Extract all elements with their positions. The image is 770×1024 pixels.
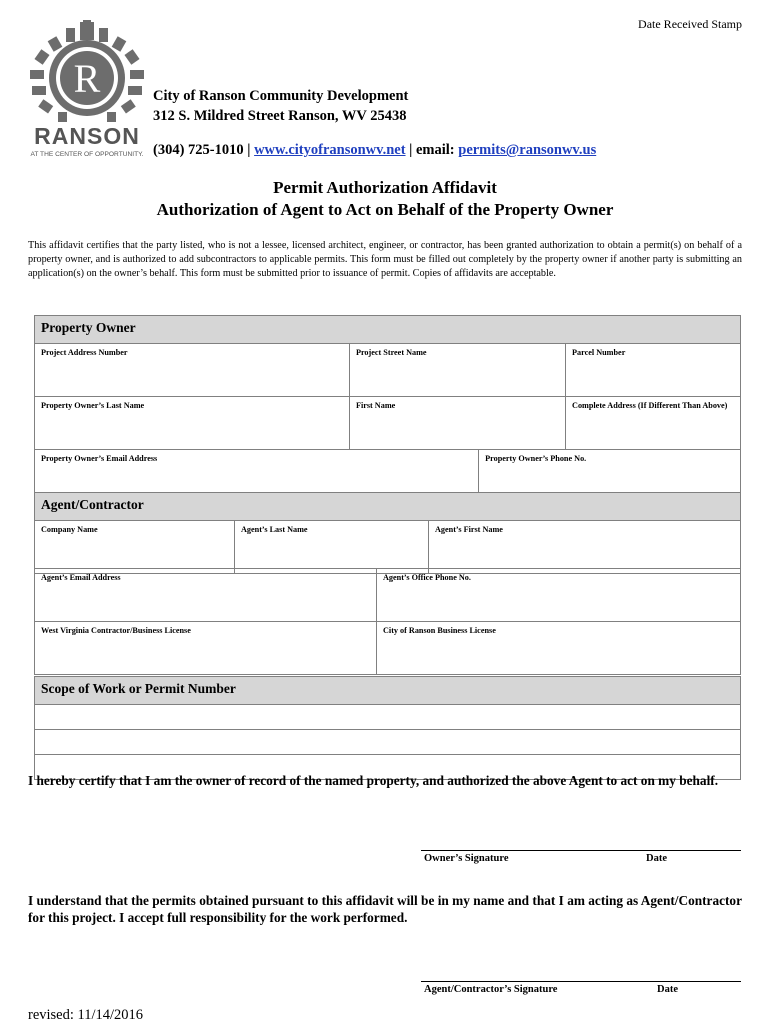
agent-certification-text: I understand that the permits obtained pursuant to this affidavit will be in my name and that I am acting as Agent/Contractor for this project. I accept full responsibility for the work performed.	[28, 893, 742, 925]
agent-contractor-heading: Agent/Contractor	[35, 493, 741, 521]
svg-text:R: R	[73, 56, 101, 101]
date-received-stamp: Date Received Stamp	[638, 17, 742, 31]
agent-contact-table	[34, 568, 741, 675]
org-phone: (304) 725-1010	[153, 142, 244, 158]
scope-of-work-table	[34, 676, 741, 780]
ranson-emblem-icon	[22, 20, 152, 160]
agent-office-phone-field[interactable]: Agent’s Office Phone No.	[377, 569, 741, 622]
intro-paragraph: This affidavit certifies that the party listed, who is not a lessee, licensed architect, engineer, or contractor, has been granted authorization to obtain a permit(s) on behalf of a property owner, and is authorized to add subcontractors to applicable permits. This form must be filled out completely by the property owner if another party is submitting an application(s) on the owner’s behalf. This form must be submitted prior to issuance of permit. Copies of affidavits are acceptable.	[28, 240, 742, 280]
email-link[interactable]: permits@ransonwv.us	[458, 142, 597, 158]
scope-of-work-heading: Scope of Work or Permit Number	[35, 677, 741, 705]
property-owner-heading: Property Owner	[35, 316, 741, 344]
org-address: 312 S. Mildred Street Ranson, WV 25438	[153, 108, 407, 124]
company-name-field[interactable]: Company Name	[35, 521, 235, 574]
ranson-logo	[22, 20, 152, 160]
svg-text:AT THE CENTER OF OPPORTUNITY.: AT THE CENTER OF OPPORTUNITY.	[30, 151, 144, 158]
agent-date-label: Date	[657, 984, 678, 995]
wv-contractor-license-field[interactable]: West Virginia Contractor/Business License	[35, 622, 377, 675]
owner-phone-field[interactable]: Property Owner’s Phone No.	[479, 450, 741, 503]
ranson-business-license-field[interactable]: City of Ranson Business License	[377, 622, 741, 675]
document-title	[0, 177, 770, 221]
agent-signature-line[interactable]	[421, 981, 741, 982]
svg-text:RANSON: RANSON	[34, 123, 140, 149]
owner-last-name-field[interactable]: Property Owner’s Last Name	[35, 397, 350, 450]
agent-signature-label: Agent/Contractor’s Signature	[424, 984, 558, 995]
org-name: City of Ranson Community Development	[153, 88, 409, 104]
project-address-number-field[interactable]: Project Address Number	[35, 344, 350, 397]
scope-line[interactable]	[35, 730, 741, 755]
agent-email-field[interactable]: Agent’s Email Address	[35, 569, 377, 622]
agent-first-name-field[interactable]: Agent’s First Name	[429, 521, 741, 574]
agent-last-name-field[interactable]: Agent’s Last Name	[235, 521, 429, 574]
owner-first-name-field[interactable]: First Name	[349, 397, 565, 450]
parcel-number-field[interactable]: Parcel Number	[566, 344, 741, 397]
revision-date: revised: 11/14/2016	[28, 1007, 144, 1023]
owner-signature-line[interactable]	[421, 850, 741, 851]
project-street-name-field[interactable]: Project Street Name	[349, 344, 565, 397]
owner-date-label: Date	[646, 853, 667, 864]
website-link[interactable]: www.cityofransonwv.net	[254, 142, 406, 158]
owner-email-field[interactable]: Property Owner’s Email Address	[35, 450, 479, 503]
owner-signature-label: Owner’s Signature	[424, 853, 509, 864]
contact-line: (304) 725-1010 | www.cityofransonwv.net | email: permits@ransonwv.us	[153, 142, 597, 158]
agent-contractor-table	[34, 492, 741, 574]
title-line-1: Permit Authorization Affidavit	[273, 178, 497, 197]
organization-info	[153, 86, 596, 160]
title-line-2: Authorization of Agent to Act on Behalf of the Property Owner	[156, 200, 614, 219]
owner-certification-text: I hereby certify that I am the owner of record of the named property, and authorized the above Agent to act on my behalf.	[28, 773, 719, 788]
property-owner-table	[34, 315, 741, 503]
scope-line[interactable]	[35, 705, 741, 730]
owner-complete-address-field[interactable]: Complete Address (If Different Than Above)	[566, 397, 741, 450]
